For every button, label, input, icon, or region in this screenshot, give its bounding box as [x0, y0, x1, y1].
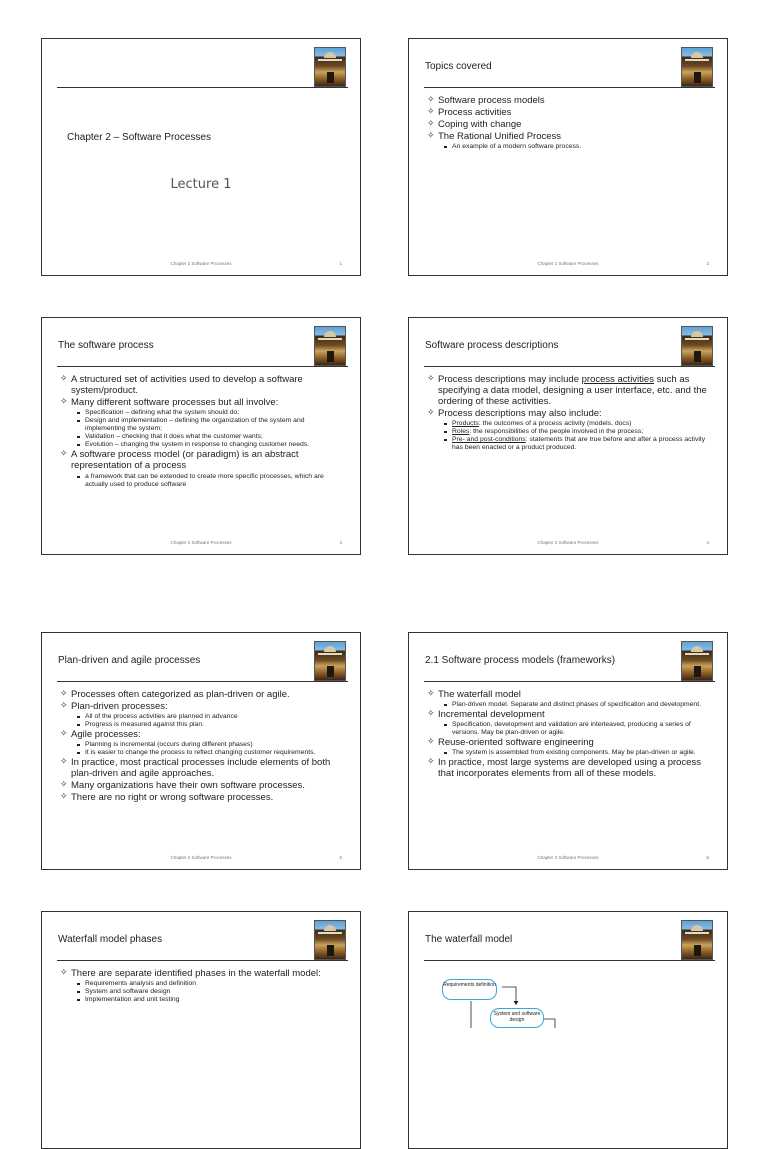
sub-bullet: Implementation and unit testing — [60, 996, 346, 1004]
sub-bullet-text: : statements that are true before and after a process activity has been enacted or a product produced. — [452, 436, 706, 451]
slide-title: Software process descriptions — [425, 340, 559, 351]
sub-bullet: a framework that can be extended to create more specific processes, which are actually used to produce software — [60, 473, 346, 489]
title-rule — [424, 960, 715, 961]
slide-title: The software process — [58, 340, 154, 351]
sub-bullet: Design and implementation – defining the organization of the system and implementing the system; — [60, 417, 346, 433]
footer-text: Chapter 2 Software Processes — [537, 855, 599, 860]
bullet: ✧ Software process models — [427, 95, 713, 106]
underlined-term: process activities — [581, 374, 654, 385]
sub-bullet: Specification – defining what the system should do; — [60, 409, 346, 417]
slide-2 — [408, 38, 728, 276]
page-number: 3 — [339, 540, 342, 545]
underlined-term: Roles — [452, 428, 470, 435]
slide-3 — [41, 317, 361, 555]
sub-bullet: All of the process activities are planned in advance — [60, 713, 346, 721]
page-number: 6 — [706, 855, 709, 860]
slide-content — [60, 689, 346, 804]
cover-image — [681, 47, 713, 87]
sub-bullet: Specification, development and validation are interleaved, producing a series of versions. May be plan-driven or agile. — [427, 721, 713, 737]
bullet: ✧ There are separate identified phases in the waterfall model: — [60, 968, 346, 979]
bullet: ✧ A structured set of activities used to develop a software system/product. — [60, 374, 346, 396]
slide-subtitle: Lecture 1 — [170, 177, 232, 192]
slide-content — [60, 374, 346, 489]
slide-title: The waterfall model — [425, 934, 513, 945]
sub-bullet: An example of a modern software process. — [427, 143, 713, 151]
footer-text: Chapter 2 Software Processes — [537, 261, 599, 266]
slide-footer — [409, 540, 727, 548]
sub-bullet: Planning is incremental (occurs during different phases) — [60, 741, 346, 749]
page-number: 4 — [706, 540, 709, 545]
sub-bullet-text: : the responsibilities of the people involved in the process; — [469, 428, 644, 435]
cover-image — [314, 47, 346, 87]
sub-bullet-text: : the outcomes of a process activity (models, docs) — [478, 420, 632, 427]
bullet-text: Process descriptions may include — [438, 374, 582, 385]
slide-title: Chapter 2 – Software Processes — [67, 132, 211, 143]
title-rule — [424, 366, 715, 367]
slide-content — [427, 374, 713, 452]
footer-text: Chapter 2 Software Processes — [170, 261, 232, 266]
slide-5 — [41, 632, 361, 870]
page-number: 5 — [339, 855, 342, 860]
sub-bullet: Evolution – changing the system in response to changing customer needs. — [60, 441, 346, 449]
bullet: ✧ Many organizations have their own software processes. — [60, 780, 346, 791]
sub-bullet: Plan-driven model. Separate and distinct phases of specification and development. — [427, 701, 713, 709]
cover-image — [681, 641, 713, 681]
cover-image — [314, 641, 346, 681]
title-rule — [57, 87, 348, 88]
bullet: ✧ The waterfall model — [427, 689, 713, 700]
bullet: ✧ Agile processes: — [60, 729, 346, 740]
cover-image — [681, 326, 713, 366]
bullet: ✧ Process descriptions may also include: — [427, 408, 713, 419]
requirements-definition-box: Requirements definition — [442, 979, 497, 1000]
slide-title: Topics covered — [425, 61, 492, 72]
title-rule — [424, 87, 715, 88]
system-software-design-box: System and software design — [490, 1008, 544, 1028]
sub-bullet — [427, 420, 713, 428]
waterfall-diagram — [409, 968, 728, 1028]
slide-8 — [408, 911, 728, 1149]
slide-content — [427, 95, 713, 151]
bullet-text: such as specifying a data model, designing a user interface, etc. and the ordering of these activities. — [438, 374, 707, 407]
slide-4 — [408, 317, 728, 555]
title-rule — [57, 366, 348, 367]
title-rule — [57, 681, 348, 682]
bullet: ✧ Many different software processes but all involve: — [60, 397, 346, 408]
title-rule — [424, 681, 715, 682]
cover-image — [314, 326, 346, 366]
page-number: 2 — [706, 261, 709, 266]
underlined-term: Products — [452, 420, 479, 427]
sub-bullet: The system is assembled from existing components. May be plan-driven or agile. — [427, 749, 713, 757]
sub-bullet — [427, 436, 713, 452]
bullet: ✧ In practice, most practical processes include elements of both plan-driven and agile approaches. — [60, 757, 346, 779]
slide-title: Plan-driven and agile processes — [58, 655, 201, 666]
bullet: ✧ Processes often categorized as plan-driven or agile. — [60, 689, 346, 700]
sub-bullet: It is easier to change the process to reflect changing customer requirements. — [60, 749, 346, 757]
bullet: ✧ A software process model (or paradigm) is an abstract representation of a process — [60, 449, 346, 471]
sub-bullet — [427, 428, 713, 436]
bullet: ✧ Reuse-oriented software engineering — [427, 737, 713, 748]
cover-image — [681, 920, 713, 960]
page-number: 1 — [339, 261, 342, 266]
sub-bullet: Requirements analysis and definition — [60, 980, 346, 988]
slide-7 — [41, 911, 361, 1149]
bullet — [427, 374, 713, 407]
footer-text: Chapter 2 Software Processes — [170, 855, 232, 860]
sub-bullet: System and software design — [60, 988, 346, 996]
sub-bullet: Progress is measured against this plan. — [60, 721, 346, 729]
bullet: ✧ Process activities — [427, 107, 713, 118]
slide-content — [60, 968, 346, 1004]
slide-footer — [409, 855, 727, 863]
slide-footer — [42, 540, 360, 548]
footer-text: Chapter 2 Software Processes — [170, 540, 232, 545]
cover-image — [314, 920, 346, 960]
slide-title: Waterfall model phases — [58, 934, 163, 945]
title-rule — [57, 960, 348, 961]
footer-text: Chapter 2 Software Processes — [537, 540, 599, 545]
slide-1 — [41, 38, 361, 276]
bullet: ✧ In practice, most large systems are developed using a process that incorporates elements from all of these models. — [427, 757, 713, 779]
slide-title: 2.1 Software process models (frameworks) — [425, 655, 616, 666]
slide-6 — [408, 632, 728, 870]
bullet: ✧ Incremental development — [427, 709, 713, 720]
sub-bullet: Validation – checking that it does what the customer wants; — [60, 433, 346, 441]
slide-footer — [42, 261, 360, 269]
slide-content — [427, 689, 713, 780]
bullet: ✧ Plan-driven processes: — [60, 701, 346, 712]
bullet: ✧ There are no right or wrong software processes. — [60, 792, 346, 803]
bullet: ✧ Coping with change — [427, 119, 713, 130]
underlined-term: Pre- and post-conditions — [452, 436, 526, 443]
slide-footer — [409, 261, 727, 269]
slide-footer — [42, 855, 360, 863]
bullet: ✧ The Rational Unified Process — [427, 131, 713, 142]
